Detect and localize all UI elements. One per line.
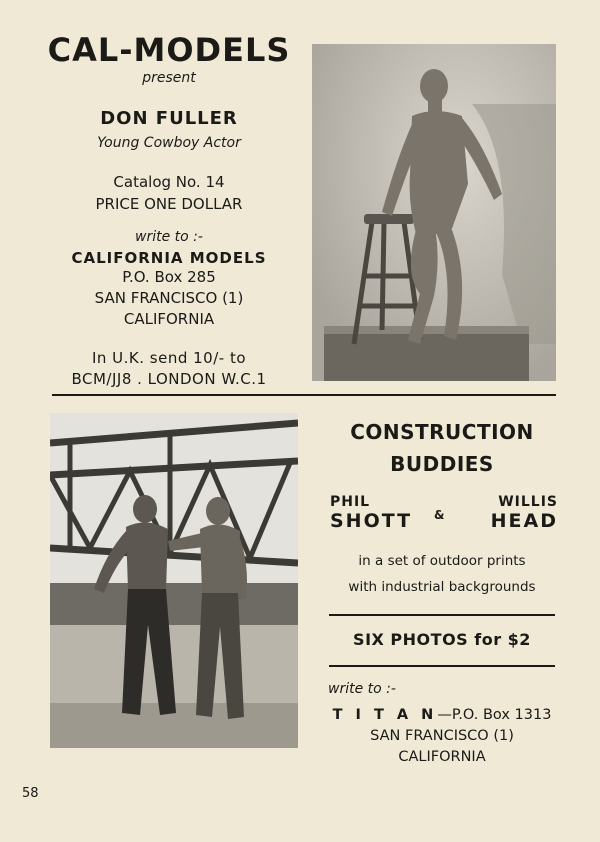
titan-address: [322, 705, 562, 768]
page-number: 58: [22, 786, 39, 801]
model-name-left: [330, 494, 412, 532]
description-line: with industrial backgrounds: [348, 579, 536, 595]
catalog-info: [40, 171, 298, 215]
model-photo-illustration: [312, 44, 556, 381]
uk-ordering: [40, 348, 298, 390]
price-rule-bottom: [329, 665, 555, 667]
buddies-photo-illustration: [50, 413, 298, 748]
address-line: P.O. Box 285: [122, 268, 216, 286]
price-rule-top: [329, 614, 555, 616]
address-line: CALIFORNIA: [398, 749, 486, 765]
model-name: DON FULLER: [100, 108, 238, 129]
titan-name: T I T A N: [332, 707, 438, 723]
titan-line: [322, 705, 562, 726]
first-name: WILLIS: [498, 494, 558, 510]
headline-line: CONSTRUCTION: [350, 420, 534, 444]
price-offer: SIX PHOTOS for $2: [353, 630, 531, 649]
headline: [322, 416, 562, 480]
company-name: CALIFORNIA MODELS: [71, 249, 267, 267]
catalog-number: Catalog No. 14: [113, 173, 225, 191]
construction-buddies-ad: [322, 416, 562, 768]
address-line: SAN FRANCISCO (1): [370, 728, 514, 744]
model-photo: [312, 44, 556, 381]
write-to-label: write to :-: [135, 229, 203, 245]
buddies-photo: [50, 413, 298, 748]
section-divider: [52, 394, 556, 396]
model-role: Young Cowboy Actor: [97, 135, 241, 151]
brand-title: CAL-MODELS: [47, 31, 291, 69]
model-names: [322, 494, 562, 540]
uk-line: BCM/JJ8 . LONDON W.C.1: [71, 370, 267, 388]
description-line: in a set of outdoor prints: [358, 553, 526, 569]
titan-box: —P.O. Box 1313: [437, 707, 552, 723]
model-name-right: [491, 494, 558, 532]
write-to-label: write to :-: [328, 681, 396, 697]
last-name: HEAD: [490, 510, 558, 532]
address-line: CALIFORNIA: [123, 310, 215, 328]
catalog-price: PRICE ONE DOLLAR: [95, 195, 243, 213]
ampersand: &: [434, 508, 445, 522]
cal-models-ad: [40, 30, 298, 390]
address-line: SAN FRANCISCO (1): [94, 289, 244, 307]
uk-line: In U.K. send 10/- to: [91, 349, 247, 367]
first-name: PHIL: [330, 494, 371, 510]
last-name: SHOTT: [330, 510, 413, 532]
description: [322, 548, 562, 600]
headline-line: BUDDIES: [390, 452, 494, 476]
present-label: present: [142, 70, 196, 86]
